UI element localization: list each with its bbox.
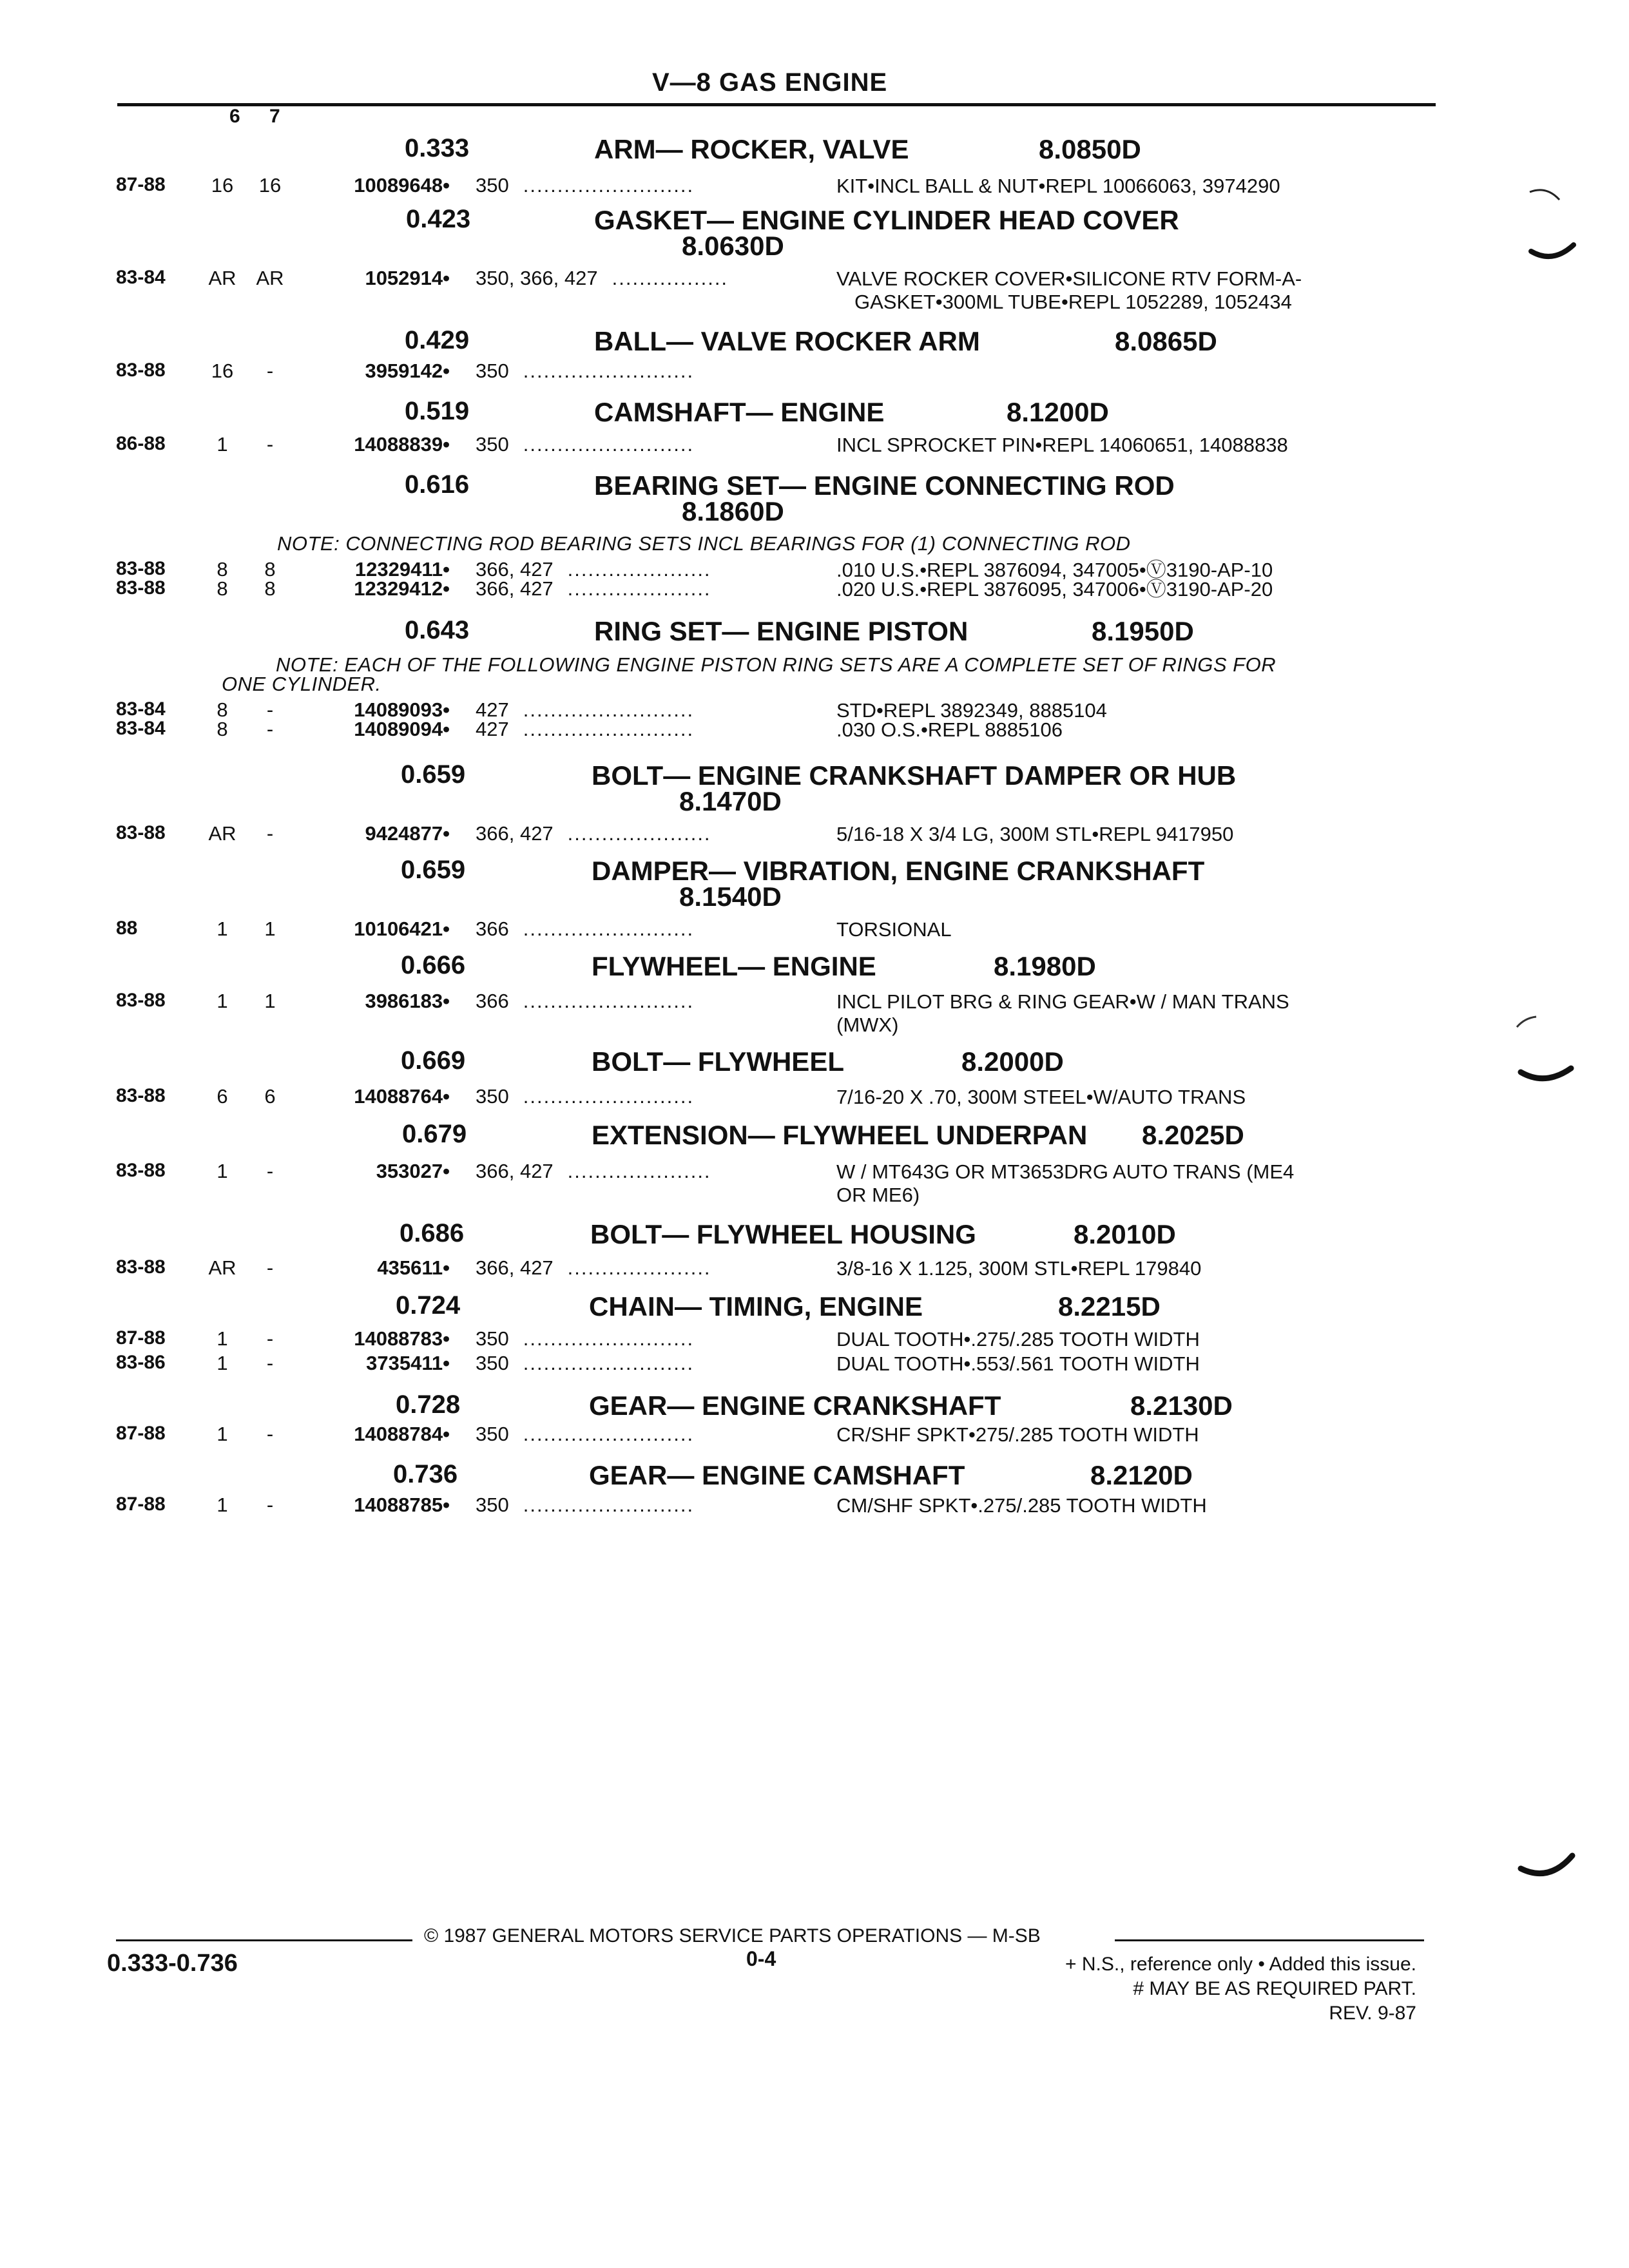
section-number: 0.643 bbox=[405, 616, 470, 644]
model-years: 83-84 bbox=[116, 698, 166, 720]
part-description: TORSIONAL bbox=[836, 918, 952, 941]
part-description: .020 U.S.•REPL 3876095, 347006•Ⓥ3190-AP-20 bbox=[836, 578, 1273, 601]
section-number: 0.659 bbox=[401, 856, 466, 884]
model-years: 87-88 bbox=[116, 1494, 166, 1515]
section-number: 0.423 bbox=[406, 205, 471, 233]
model-years: 83-84 bbox=[116, 267, 166, 288]
section-title: GASKET— ENGINE CYLINDER HEAD COVER bbox=[594, 205, 1179, 235]
model-years: 83-88 bbox=[116, 1160, 166, 1181]
engine-displacement: 427 bbox=[476, 718, 509, 740]
part-number: 14088783• bbox=[354, 1327, 450, 1350]
section-number: 0.679 bbox=[402, 1120, 467, 1148]
model-years: 83-86 bbox=[116, 1352, 166, 1373]
section-number: 0.728 bbox=[396, 1390, 461, 1419]
section-title: BALL— VALVE ROCKER ARM bbox=[594, 326, 980, 356]
quantity-a: 1 bbox=[217, 1423, 228, 1445]
engine-displacement: 350 bbox=[476, 433, 509, 456]
part-number: 14088764• bbox=[354, 1085, 450, 1108]
engine-displacement: 350 bbox=[476, 1494, 509, 1516]
section-number: 0.669 bbox=[401, 1046, 466, 1075]
engine-displacement: 366, 427 bbox=[476, 822, 554, 845]
model-years: 83-88 bbox=[116, 1085, 166, 1106]
quantity-a: 16 bbox=[211, 360, 234, 382]
section-title: BOLT— FLYWHEEL bbox=[592, 1046, 844, 1077]
scan-mark bbox=[1508, 1012, 1579, 1095]
quantity-b: - bbox=[266, 1423, 274, 1445]
model-years: 83-88 bbox=[116, 558, 166, 579]
part-number: 14088839• bbox=[354, 433, 450, 456]
part-description: OR ME6) bbox=[836, 1184, 920, 1206]
section-number: 0.724 bbox=[396, 1291, 461, 1320]
section-number: 0.519 bbox=[405, 397, 470, 425]
quantity-b: 6 bbox=[264, 1085, 276, 1108]
leader-dots: ..................... bbox=[567, 558, 711, 581]
quantity-b: - bbox=[266, 1327, 274, 1350]
leader-dots: ......................... bbox=[523, 360, 695, 382]
model-years: 83-88 bbox=[116, 990, 166, 1011]
quantity-b: 16 bbox=[258, 174, 282, 197]
engine-displacement: 350 bbox=[476, 1327, 509, 1350]
part-description: VALVE ROCKER COVER•SILICONE RTV FORM-A- bbox=[836, 267, 1302, 290]
section-title: GEAR— ENGINE CRANKSHAFT bbox=[589, 1390, 1001, 1421]
part-description: CR/SHF SPKT•275/.285 TOOTH WIDTH bbox=[836, 1423, 1199, 1446]
part-description: INCL SPROCKET PIN•REPL 14060651, 14088838 bbox=[836, 434, 1288, 456]
model-years: 87-88 bbox=[116, 1327, 166, 1349]
section-code: 8.1860D bbox=[682, 496, 784, 526]
quantity-b: 8 bbox=[264, 558, 276, 581]
part-number: 12329411• bbox=[354, 558, 450, 581]
section-title: ARM— ROCKER, VALVE bbox=[594, 134, 909, 164]
section-title: DAMPER— VIBRATION, ENGINE CRANKSHAFT bbox=[592, 856, 1205, 886]
leader-dots: ......................... bbox=[523, 918, 695, 940]
section-number: 0.686 bbox=[400, 1219, 465, 1247]
part-number: 3735411• bbox=[366, 1352, 450, 1374]
quantity-a: 8 bbox=[217, 577, 228, 600]
column-number: 6 bbox=[229, 106, 240, 127]
engine-displacement: 427 bbox=[476, 698, 509, 721]
quantity-b: 1 bbox=[264, 918, 276, 940]
leader-dots: ......................... bbox=[523, 1327, 695, 1350]
quantity-a: 1 bbox=[217, 1352, 228, 1374]
section-code: 8.0630D bbox=[682, 231, 784, 261]
quantity-b: 1 bbox=[264, 990, 276, 1012]
engine-displacement: 350 bbox=[476, 360, 509, 382]
section-code: 8.0865D bbox=[1115, 326, 1217, 356]
section-number: 0.333 bbox=[405, 134, 470, 162]
part-number: 3986183• bbox=[365, 990, 450, 1012]
quantity-a: 1 bbox=[217, 918, 228, 940]
section-number: 0.429 bbox=[405, 326, 470, 354]
quantity-b: - bbox=[266, 1256, 274, 1279]
model-years: 87-88 bbox=[116, 174, 166, 195]
section-code: 8.2120D bbox=[1090, 1460, 1193, 1490]
section-title: EXTENSION— FLYWHEEL UNDERPAN bbox=[592, 1120, 1088, 1150]
model-years: 83-88 bbox=[116, 1256, 166, 1278]
section-code: 8.1950D bbox=[1092, 616, 1194, 646]
model-years: 83-88 bbox=[116, 577, 166, 599]
part-description: CM/SHF SPKT•.275/.285 TOOTH WIDTH bbox=[836, 1494, 1207, 1517]
part-description: 5/16-18 X 3/4 LG, 300M STL•REPL 9417950 bbox=[836, 823, 1234, 845]
section-code: 8.2010D bbox=[1074, 1219, 1176, 1249]
quantity-a: 8 bbox=[217, 698, 228, 721]
model-years: 83-88 bbox=[116, 360, 166, 381]
engine-displacement: 350 bbox=[476, 1423, 509, 1445]
model-years: 83-84 bbox=[116, 718, 166, 739]
model-years: 83-88 bbox=[116, 822, 166, 843]
part-description: .010 U.S.•REPL 3876094, 347005•Ⓥ3190-AP-10 bbox=[836, 559, 1273, 581]
quantity-a: 1 bbox=[217, 1327, 228, 1350]
scan-mark bbox=[1514, 1843, 1579, 1894]
quantity-b: - bbox=[266, 433, 274, 456]
part-number: 353027• bbox=[376, 1160, 450, 1182]
section-code: 8.2215D bbox=[1058, 1291, 1161, 1321]
section-code: 8.1980D bbox=[994, 951, 1096, 981]
part-number: 14089093• bbox=[354, 698, 450, 721]
page-title: V—8 GAS ENGINE bbox=[652, 68, 888, 97]
leader-dots: ......................... bbox=[523, 718, 695, 740]
section-title: CAMSHAFT— ENGINE bbox=[594, 397, 885, 427]
footer-rule-right bbox=[1115, 1939, 1424, 1941]
quantity-b: - bbox=[266, 822, 274, 845]
section-code: 8.1470D bbox=[679, 786, 782, 816]
section-code: 8.2025D bbox=[1142, 1120, 1244, 1150]
quantity-a: 1 bbox=[217, 1160, 228, 1182]
section-number: 0.616 bbox=[405, 470, 470, 499]
part-description: DUAL TOOTH•.553/.561 TOOTH WIDTH bbox=[836, 1352, 1200, 1375]
quantity-b: - bbox=[266, 360, 274, 382]
section-code: 8.0850D bbox=[1039, 134, 1141, 164]
leader-dots: ..................... bbox=[567, 1160, 711, 1182]
part-number: 14088785• bbox=[354, 1494, 450, 1516]
section-title: FLYWHEEL— ENGINE bbox=[592, 951, 876, 981]
part-number: 14088784• bbox=[354, 1423, 450, 1445]
leader-dots: ..................... bbox=[567, 577, 711, 600]
engine-displacement: 350, 366, 427 bbox=[476, 267, 598, 289]
quantity-b: - bbox=[266, 718, 274, 740]
column-number: 7 bbox=[269, 106, 280, 127]
leader-dots: ......................... bbox=[523, 1423, 695, 1445]
leader-dots: ......................... bbox=[523, 1085, 695, 1108]
quantity-b: - bbox=[266, 1160, 274, 1182]
part-description: INCL PILOT BRG & RING GEAR•W / MAN TRANS bbox=[836, 990, 1289, 1013]
leader-dots: ......................... bbox=[523, 433, 695, 456]
quantity-a: 16 bbox=[211, 174, 234, 197]
part-description: 7/16-20 X .70, 300M STEEL•W/AUTO TRANS bbox=[836, 1086, 1246, 1108]
section-number: 0.666 bbox=[401, 951, 466, 979]
part-description: 3/8-16 X 1.125, 300M STL•REPL 179840 bbox=[836, 1257, 1202, 1280]
leader-dots: ......................... bbox=[523, 698, 695, 721]
model-years: 88 bbox=[116, 918, 138, 939]
engine-displacement: 350 bbox=[476, 1352, 509, 1374]
model-years: 86-88 bbox=[116, 433, 166, 454]
copyright-line: © 1987 GENERAL MOTORS SERVICE PARTS OPERATIONS — M-SB bbox=[424, 1925, 1041, 1946]
part-description: STD•REPL 3892349, 8885104 bbox=[836, 699, 1107, 722]
section-title: BEARING SET— ENGINE CONNECTING ROD bbox=[594, 470, 1175, 501]
part-number: 14089094• bbox=[354, 718, 450, 740]
quantity-a: 1 bbox=[217, 433, 228, 456]
quantity-b: - bbox=[266, 1494, 274, 1516]
section-title: CHAIN— TIMING, ENGINE bbox=[589, 1291, 923, 1321]
section-code: 8.1540D bbox=[679, 881, 782, 912]
revision-label: REV. 9-87 bbox=[1329, 2003, 1416, 2024]
engine-displacement: 366, 427 bbox=[476, 577, 554, 600]
leader-dots: ..................... bbox=[567, 822, 711, 845]
page-number: 0-4 bbox=[746, 1947, 776, 1970]
section-title: BOLT— ENGINE CRANKSHAFT DAMPER OR HUB bbox=[592, 760, 1237, 791]
quantity-a: 1 bbox=[217, 990, 228, 1012]
part-description: KIT•INCL BALL & NUT•REPL 10066063, 3974290 bbox=[836, 175, 1280, 197]
header-rule bbox=[117, 103, 1436, 106]
model-years: 87-88 bbox=[116, 1423, 166, 1444]
section-note: ONE CYLINDER. bbox=[222, 673, 381, 695]
part-description: (MWX) bbox=[836, 1014, 899, 1036]
quantity-a: 8 bbox=[217, 558, 228, 581]
engine-displacement: 350 bbox=[476, 174, 509, 197]
quantity-a: AR bbox=[208, 822, 236, 845]
part-description: GASKET•300ML TUBE•REPL 1052289, 1052434 bbox=[854, 291, 1292, 313]
section-code: 8.1200D bbox=[1007, 397, 1109, 427]
engine-displacement: 366, 427 bbox=[476, 1160, 554, 1182]
part-number: 10089648• bbox=[354, 174, 450, 197]
engine-displacement: 366 bbox=[476, 918, 509, 940]
part-description: W / MT643G OR MT3653DRG AUTO TRANS (ME4 bbox=[836, 1160, 1295, 1183]
section-code: 8.2130D bbox=[1130, 1390, 1233, 1421]
engine-displacement: 366, 427 bbox=[476, 558, 554, 581]
part-number: 10106421• bbox=[354, 918, 450, 940]
scan-mark bbox=[1527, 180, 1579, 271]
section-number: 0.736 bbox=[393, 1460, 458, 1488]
quantity-a: 6 bbox=[217, 1085, 228, 1108]
legend-line: # MAY BE AS REQUIRED PART. bbox=[1133, 1978, 1416, 1999]
engine-displacement: 366, 427 bbox=[476, 1256, 554, 1279]
quantity-a: 8 bbox=[217, 718, 228, 740]
section-number: 0.659 bbox=[401, 760, 466, 789]
legend-line: + N.S., reference only • Added this issue. bbox=[1065, 1954, 1416, 1975]
part-number: 12329412• bbox=[354, 577, 450, 600]
part-number: 9424877• bbox=[365, 822, 450, 845]
part-description: DUAL TOOTH•.275/.285 TOOTH WIDTH bbox=[836, 1328, 1200, 1350]
section-note: NOTE: EACH OF THE FOLLOWING ENGINE PISTON RING SETS ARE A COMPLETE SET OF RINGS FOR bbox=[276, 653, 1277, 676]
quantity-a: 1 bbox=[217, 1494, 228, 1516]
quantity-b: - bbox=[266, 1352, 274, 1374]
leader-dots: ................. bbox=[612, 267, 729, 289]
quantity-a: AR bbox=[208, 267, 236, 289]
leader-dots: ......................... bbox=[523, 1494, 695, 1516]
section-note: NOTE: CONNECTING ROD BEARING SETS INCL BEARINGS FOR (1) CONNECTING ROD bbox=[277, 532, 1131, 555]
quantity-b: - bbox=[266, 698, 274, 721]
part-number: 1052914• bbox=[365, 267, 450, 289]
section-title: GEAR— ENGINE CAMSHAFT bbox=[589, 1460, 965, 1490]
section-code: 8.2000D bbox=[961, 1046, 1064, 1077]
engine-displacement: 350 bbox=[476, 1085, 509, 1108]
group-range: 0.333-0.736 bbox=[107, 1950, 238, 1977]
leader-dots: ..................... bbox=[567, 1256, 711, 1279]
quantity-b: 8 bbox=[264, 577, 276, 600]
section-title: BOLT— FLYWHEEL HOUSING bbox=[590, 1219, 976, 1249]
leader-dots: ......................... bbox=[523, 1352, 695, 1374]
leader-dots: ......................... bbox=[523, 990, 695, 1012]
part-number: 435611• bbox=[377, 1256, 450, 1279]
part-description: .030 O.S.•REPL 8885106 bbox=[836, 718, 1063, 741]
engine-displacement: 366 bbox=[476, 990, 509, 1012]
quantity-a: AR bbox=[208, 1256, 236, 1279]
leader-dots: ......................... bbox=[523, 174, 695, 197]
section-title: RING SET— ENGINE PISTON bbox=[594, 616, 969, 646]
part-number: 3959142• bbox=[365, 360, 450, 382]
quantity-b: AR bbox=[256, 267, 284, 289]
footer-rule-left bbox=[116, 1939, 412, 1941]
